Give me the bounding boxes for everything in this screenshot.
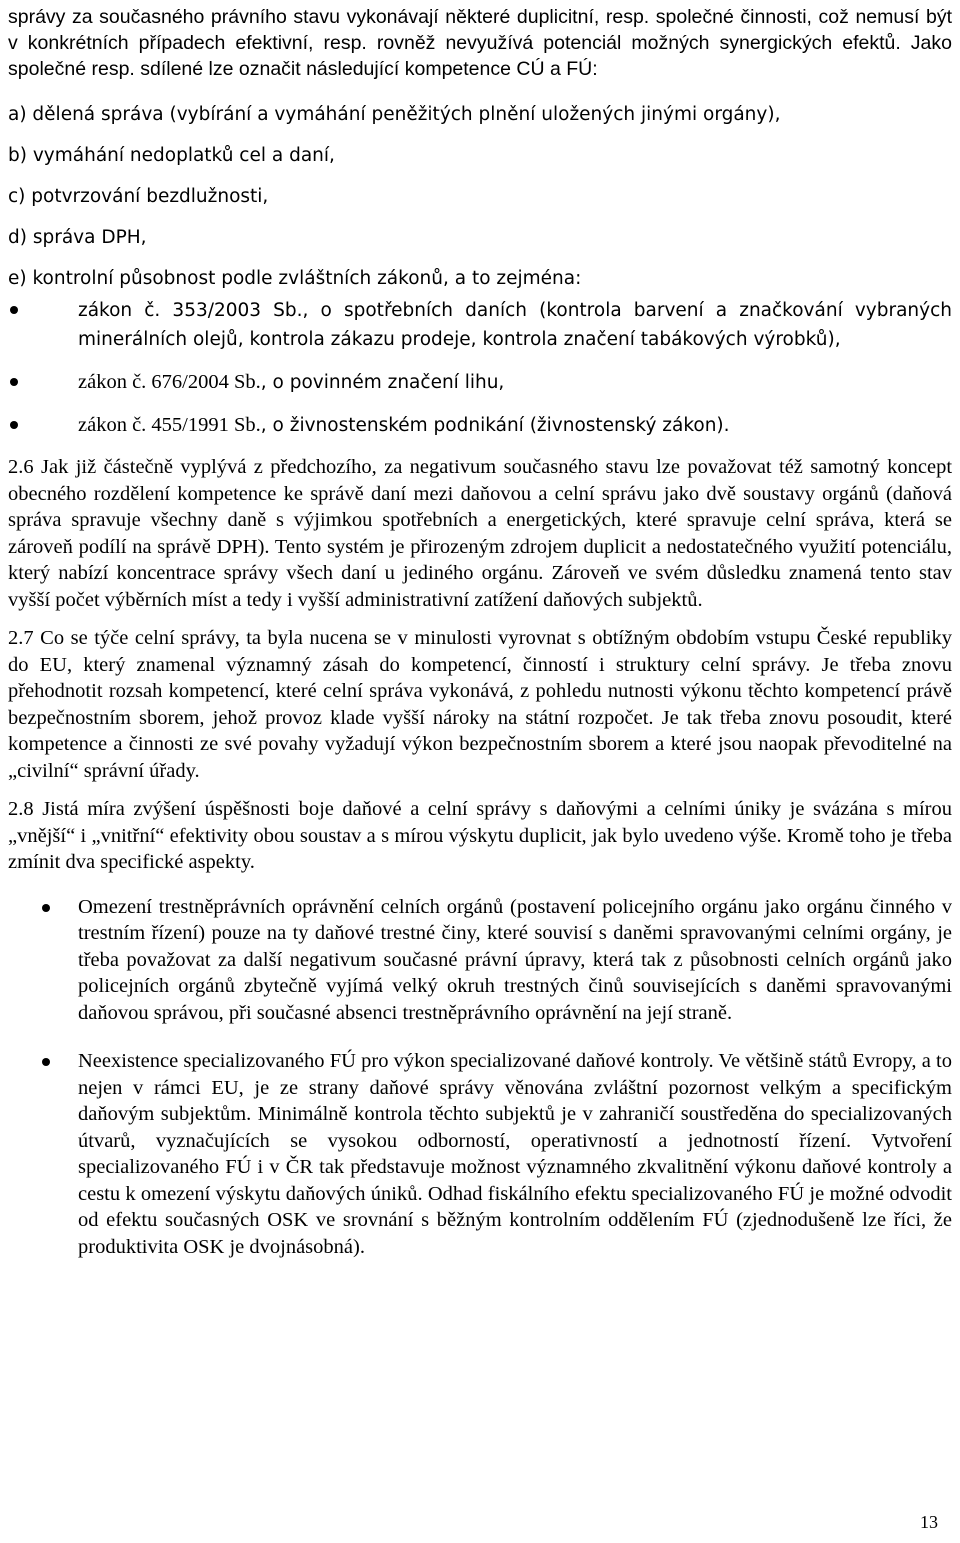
document-page: [8, 0, 952, 1543]
bullet-icon: [10, 421, 18, 429]
list-item-b: b) vymáhání nedoplatků cel a daní,: [8, 145, 335, 166]
aspect-item: [8, 1048, 952, 1260]
list-item-a: a) dělená správa (vybírání a vymáhání peněžitých plnění uložených jinými orgány),: [8, 104, 781, 125]
law-description: , o živnostenském podnikání (živnostenský zákon).: [260, 415, 730, 436]
list-item-e: e) kontrolní působnost podle zvláštních zákonů, a to zejména:: [8, 268, 582, 289]
aspect-text: Neexistence specializovaného FÚ pro výkon specializované daňové kontroly. Ve většině států Evropy, a to nejen v rámci EU, je ze strany daňové správy věnována zvláštní pozornost velkým a specifickým daňovým subjektům. Minimálně kontrola těchto subjektů je v zahraničí soustředěna do specializovaných útvarů, vyznačujících se vysokou odborností, operativností a jednotností řízení. Vytvoření specializovaného FÚ i v ČR tak představuje možnost významného zkvalitnění výkonu daňové kontroly a cestu k omezení výskytu daňových úniků. Odhad fiskálního efektu specializovaného FÚ je možné odvodit od efektu současných OSK ve srovnání s běžným kontrolním oddělením FÚ (zjednodušeně lze říci, že produktivita OSK je dvojnásobná).: [78, 1050, 952, 1258]
paragraph-number: 2.6: [8, 456, 34, 478]
law-item: [8, 296, 952, 354]
list-item-d: d) správa DPH,: [8, 227, 147, 248]
paragraph-text: Jistá míra zvýšení úspěšnosti boje daňové a celní správy s daňovými a celními úniky je svázána s mírou „vnější“ i „vnitřní“ efektivity obou soustav a s mírou výskytu duplicit, jak bylo uvedeno výše. Kromě toho je třeba zmínit dva specifické aspekty.: [8, 798, 952, 873]
paragraph-text: Jak již částečně vyplývá z předchozího, za negativum současného stavu lze považovat též samotný koncept obecného rozdělení kompetence ke správě daní mezi daňovou a celní správu jako dvě soustavy orgánů (daňová správa spravuje všechny daně s výjimkou spotřebních a energetických, které spravuje celní správa, která se zároveň podílí na správě DPH). Tento systém je přirozeným zdrojem duplicit a nedostatečného využití potenciálu, který nabízí koncentrace správy všech daní u jediného orgánu. Zároveň ve svém důsledku znamená tento stav vyšší počet výběrních míst a tedy i vyšší administrativní zatížení daňových subjektů.: [8, 456, 953, 611]
law-reference: zákon č. 353/2003 Sb.: [78, 300, 303, 321]
law-item: [8, 368, 952, 397]
paragraph-2-6: [8, 454, 952, 613]
law-item: [8, 411, 952, 440]
aspect-text: Omezení trestněprávních oprávnění celních orgánů (postavení policejního orgánu jako orgánu činného v trestním řízení) pouze na ty daňové trestné činy, které souvisí s daněmi spravovanými celními orgány, je třeba považovat za další negativum současné právní úpravy, která tak z působnosti celních orgánů jako policejních orgánů zbytečně vyjímá velký okruh trestných činů souvisejících s daněmi spravovanými daňovou správou, při současné absenci trestněprávního oprávnění na její straně.: [78, 895, 952, 1024]
bullet-icon: [42, 904, 50, 912]
laws-list: [8, 296, 952, 440]
paragraph-number: 2.8: [8, 798, 34, 820]
aspect-item: [8, 894, 952, 1027]
law-reference: zákon č. 455/1991 Sb.: [78, 414, 261, 436]
bullet-icon: [42, 1058, 50, 1066]
paragraph-number: 2.7: [8, 627, 34, 649]
intro-paragraph: správy za současného právního stavu vykonávají některé duplicitní, resp. společné činnosti, což nemusí být v konkrétních případech efektivní, resp. rovněž nevyužívá potenciál možných synergických efektů. Jako společné resp. sdílené lze označit následující kompetence CÚ a FÚ:: [8, 6, 952, 80]
law-description: , o povinném značení lihu,: [260, 372, 505, 393]
aspects-list: [8, 894, 952, 1261]
competence-list: [8, 102, 952, 292]
page-number: 13: [920, 1512, 938, 1532]
paragraph-2-8: [8, 796, 952, 876]
law-description: , o spotřebních daních (kontrola barvení a značkování vybraných minerálních olejů, kontrola zákazu prodeje, kontrola značení tabákových výrobků),: [78, 300, 952, 350]
list-item-c: c) potvrzování bezdlužnosti,: [8, 186, 269, 207]
bullet-icon: [10, 378, 18, 386]
bullet-icon: [10, 306, 18, 314]
law-reference: zákon č. 676/2004 Sb.: [78, 371, 261, 393]
paragraph-text: Co se týče celní správy, ta byla nucena se v minulosti vyrovnat s obtížným obdobím vstupu České republiky do EU, který znamenal významný zásah do kompetencí, činností i struktury celní správy. Je třeba znovu přehodnotit rozsah kompetencí, které celní správa vykonává, z pohledu nutnosti výkonu těchto kompetencí právě bezpečnostním sborem, jehož provoz klade vyšší nároky na státní rozpočet. Je tak třeba znovu posoudit, které kompetence a činnosti ze své povahy vyžadují výkon bezpečnostním sborem a které jsou naopak převoditelné na „civilní“ správní úřady.: [8, 627, 952, 782]
paragraph-2-7: [8, 625, 952, 784]
